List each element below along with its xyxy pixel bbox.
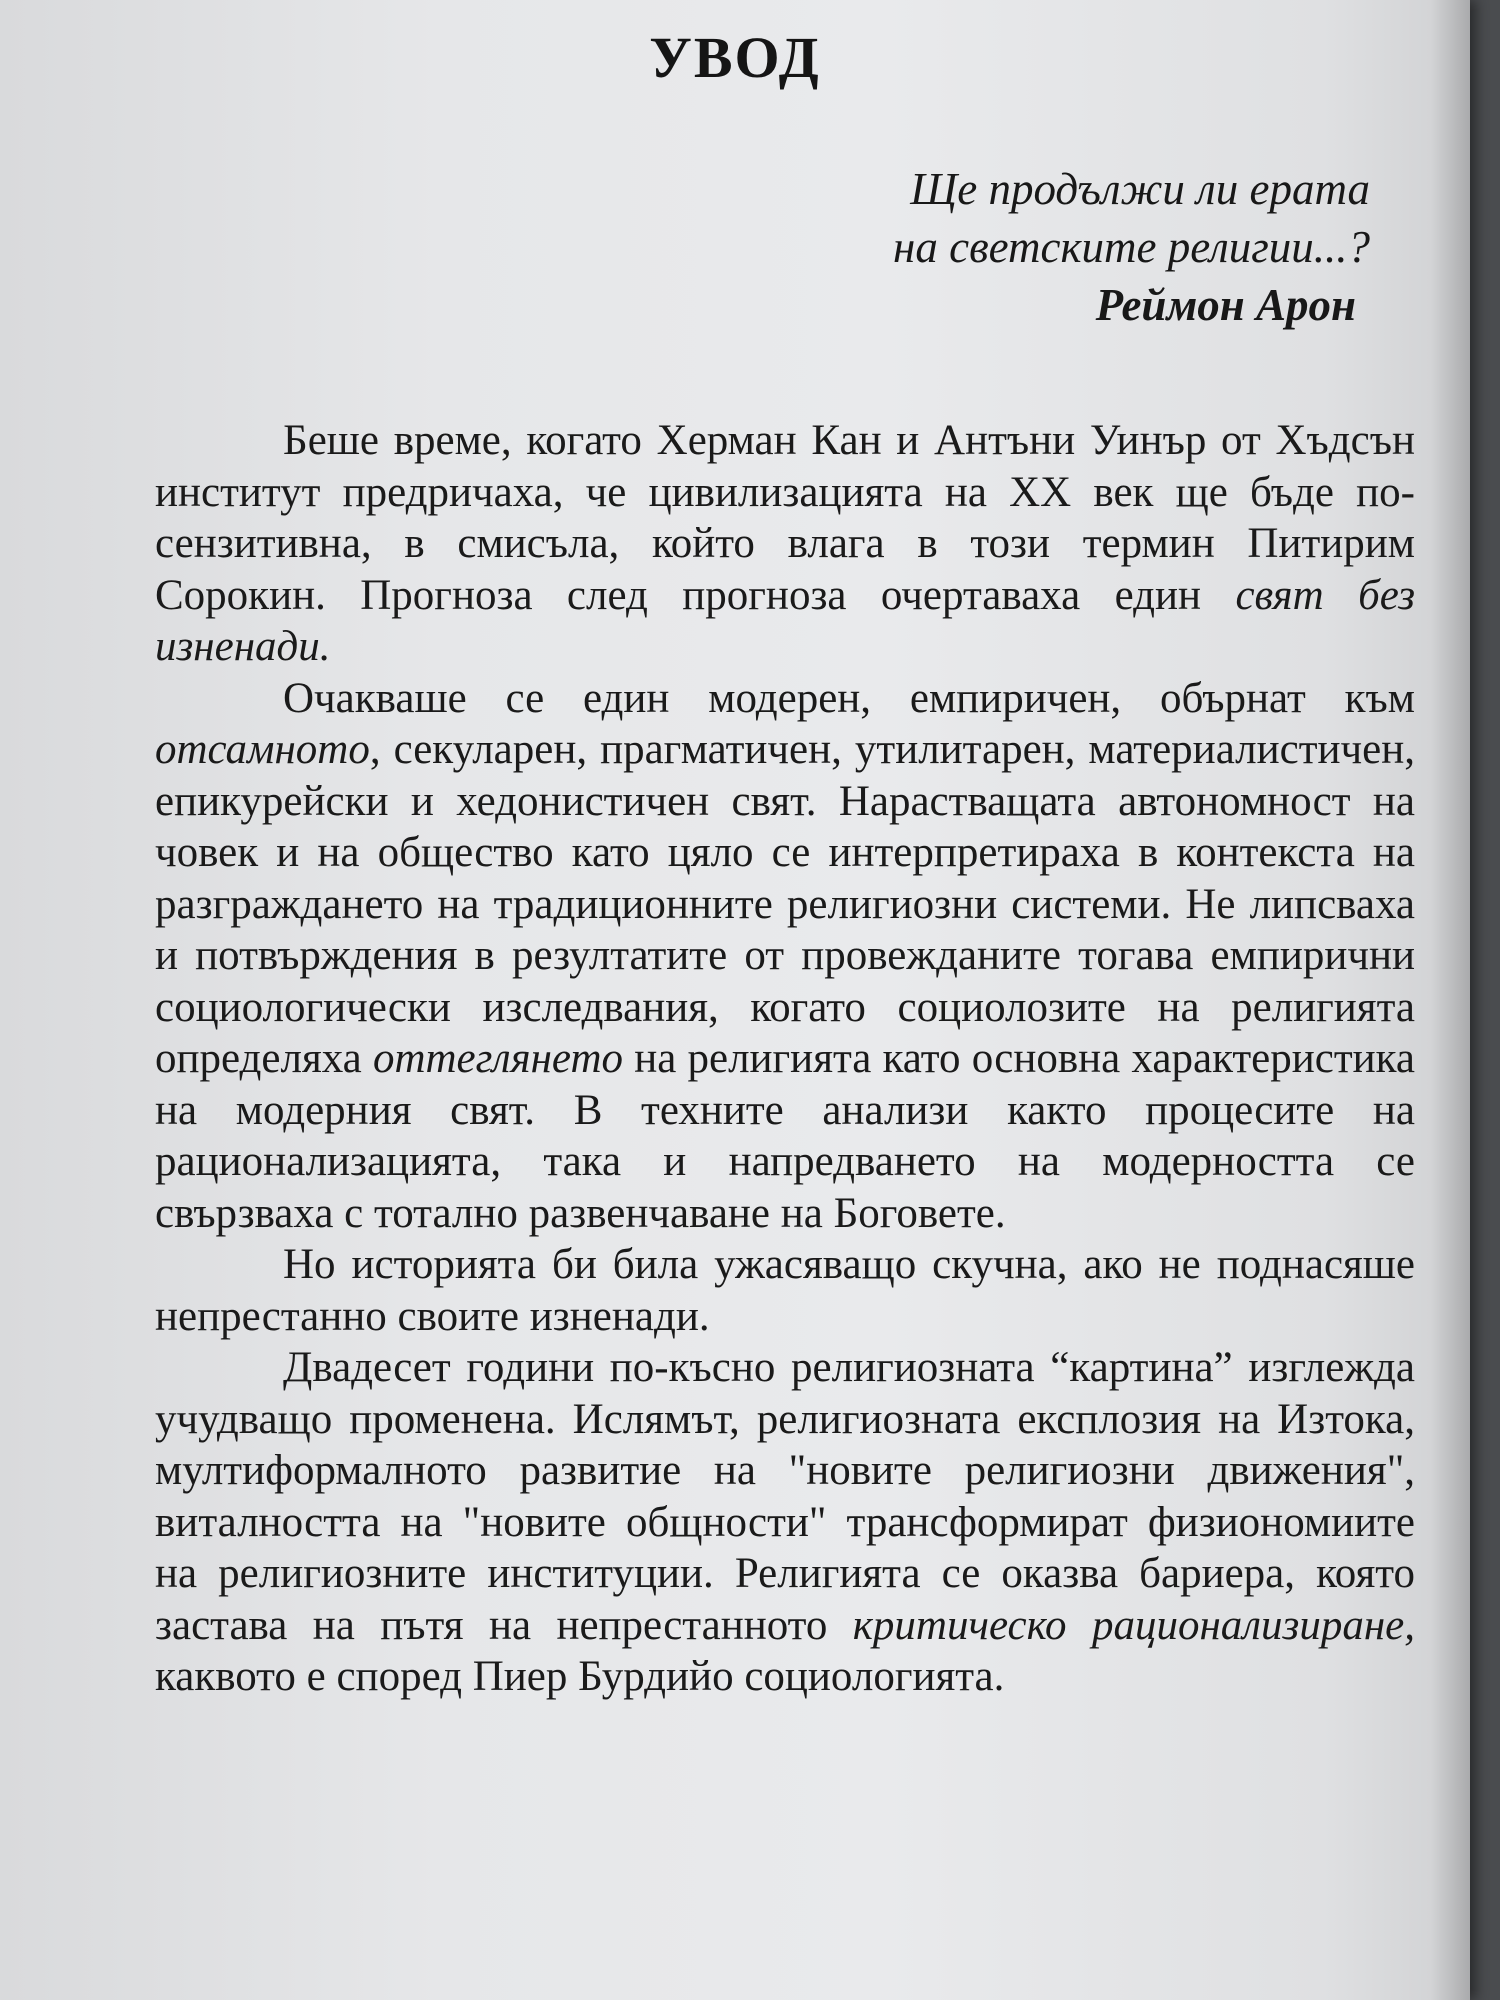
spine-shadow bbox=[1430, 0, 1470, 2000]
paragraph-2-text-b: , секуларен, прагматичен, утилитарен, материалистичен, епикурейски и хедонистичен свят. Нарастващата автономност на човек и на общество като цяло се интерпретираха в контекста на разграждането на традиционните религиозни системи. Не липсваха и потвърждения в резултатите от провежданите тогава емпирични социологически изследвания, когато социолозите на религията определяха bbox=[155, 726, 1415, 1082]
paragraph-4-text-a: Двадесет години по-късно религиозната “картина” изглежда учудващо променена. Ислямът, религиозната експлозия на Изтока, мултиформалното развитие на "новите религиозни движения", виталността на "новите общности" трансформират физиономиите на религиозните институции. Религията се оказва бариера, която застава на пътя на непрестанното bbox=[155, 1344, 1415, 1649]
paragraph-3 bbox=[155, 1239, 1415, 1342]
paragraph-3-text: Но историята би била ужасяващо скучна, ако не поднасяше непрестанно своите изненади. bbox=[155, 1241, 1415, 1340]
paragraph-4 bbox=[155, 1342, 1415, 1703]
paragraph-1 bbox=[155, 415, 1415, 673]
epigraph-author: Реймон Арон bbox=[1095, 280, 1356, 330]
paragraph-2-emphasis-b: оттеглянето bbox=[372, 1035, 623, 1082]
body-text bbox=[155, 415, 1415, 1703]
epigraph bbox=[893, 160, 1370, 334]
epigraph-line-1: Ще продължи ли ерата bbox=[910, 164, 1370, 214]
paragraph-2-text-c: на религията като основна характеристика на модерния свят. В техните анализи както процесите на рационализацията, така и напредването на модерността се свързваха с тотално развенчаване на Боговете. bbox=[155, 1035, 1415, 1237]
paragraph-4-emphasis: критическо рационализиране, bbox=[852, 1601, 1415, 1649]
paragraph-4-text-b: каквото е според Пиер Бурдийо социологията. bbox=[155, 1653, 1005, 1700]
paragraph-2-text-a: Очакваше се един модерен, емпиричен, обърнат към bbox=[283, 674, 1415, 722]
paragraph-2-emphasis-a: отсамното bbox=[155, 726, 370, 773]
epigraph-line-2: на светските религии...? bbox=[893, 222, 1370, 272]
paragraph-1-emphasis: свят без изненади. bbox=[155, 571, 1415, 670]
chapter-title: УВОД bbox=[649, 25, 821, 90]
paragraph-2 bbox=[155, 673, 1415, 1240]
paragraph-1-text: Беше време, когато Херман Кан и Антъни Уинър от Хъдсън институт предричаха, че цивилизацията на XX век ще бъде по-сензитивна, в смисъла, който влага в този термин Питирим Сорокин. Прогноза след прогноза очертаваха един bbox=[155, 417, 1415, 619]
